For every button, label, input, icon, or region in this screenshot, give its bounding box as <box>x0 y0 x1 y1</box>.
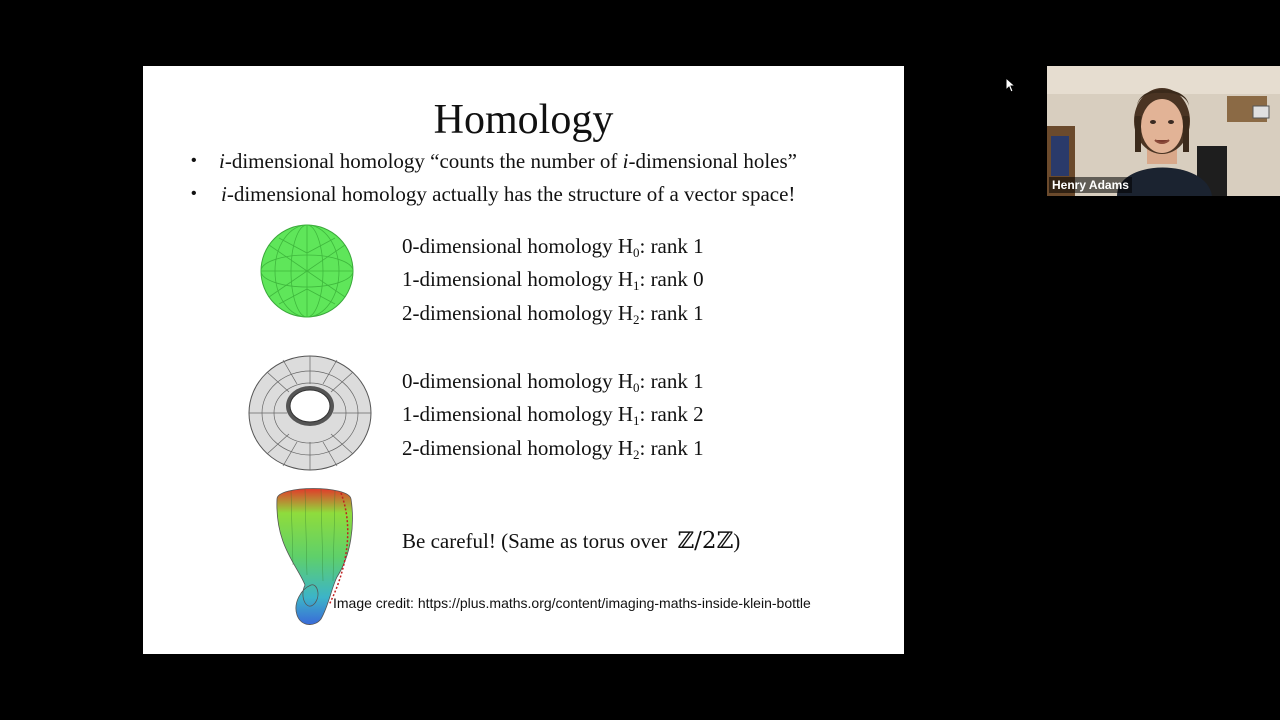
sphere-h0-line: 0-dimensional homology $H_0$: rank 1 <box>402 234 704 260</box>
torus-h0-line: 0-dimensional homology $H_0$: rank 1 <box>402 369 704 395</box>
participant-name-label: Henry Adams <box>1049 177 1132 193</box>
sphere-h1-line: 1-dimensional homology $H_1$: rank 0 <box>402 267 704 293</box>
mouse-cursor-icon <box>1005 77 1017 93</box>
klein-bottle-note: Be careful! (Same as torus over ℤ/2ℤ) <box>402 528 741 554</box>
sphere-image <box>259 223 355 319</box>
presentation-slide: Homology • i-dimensional homology “counts the number of i-dimensional holes” • i-dimensional homology actually has the structure of a vector space! 0-dimensional homology $H_0$: rank 1 1-dimensional homology $H_1$: rank 0 2-dimensional homology $H_2$: rank 1 0-dimensional homology $H_0$: rank 1 1-dimensional homology $H_1$: rank 2 2-dimensional homology $H_2$: rank 1 Be careful! (Same as torus over ℤ/2ℤ) Image credit: https://plus.maths.org/content/imaging-maths-inside-klein-bottle <box>143 66 904 654</box>
torus-h2-line: 2-dimensional homology $H_2$: rank 1 <box>402 436 704 462</box>
z-mod-2z-math: ℤ/2ℤ <box>677 528 734 554</box>
slide-title: Homology <box>433 97 614 143</box>
bullet-dot: • <box>191 152 197 169</box>
bullet-dot: • <box>191 185 197 202</box>
torus-image <box>247 354 373 472</box>
image-credit: Image credit: https://plus.maths.org/content/imaging-maths-inside-klein-bottle <box>333 595 811 611</box>
torus-h1-line: 1-dimensional homology $H_1$: rank 2 <box>402 402 704 428</box>
sphere-h2-line: 2-dimensional homology $H_2$: rank 1 <box>402 301 704 327</box>
